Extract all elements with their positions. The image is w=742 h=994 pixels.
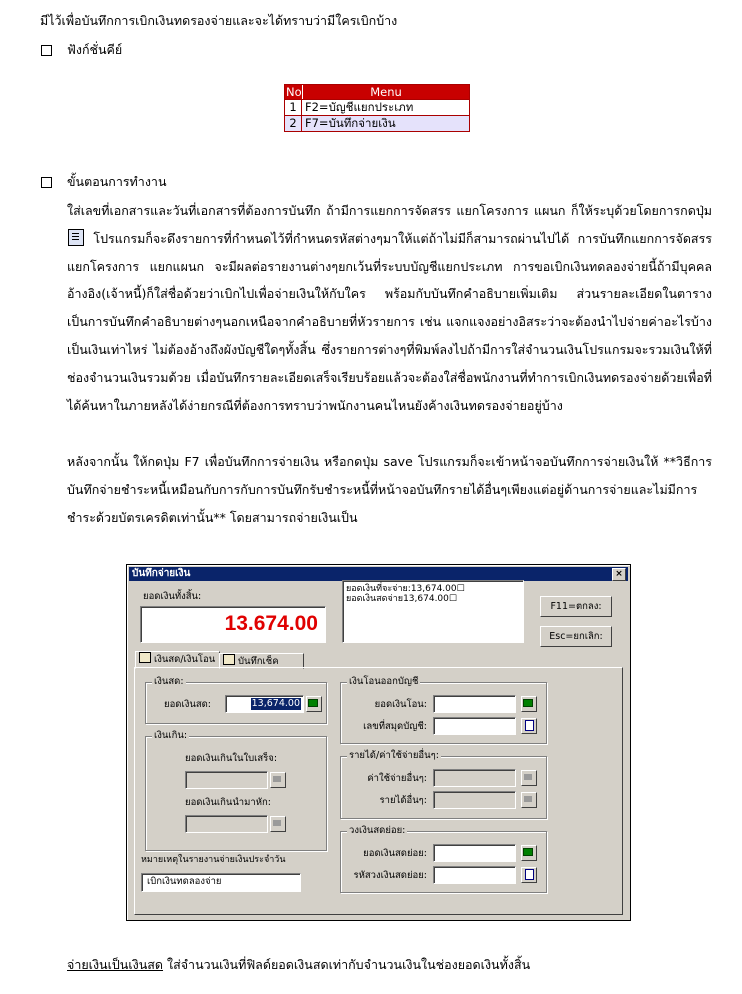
change-group bbox=[145, 730, 327, 851]
calculator-icon bbox=[270, 772, 286, 788]
other-income-label: รายได้อื่นๆ: bbox=[379, 795, 427, 806]
document-icon[interactable] bbox=[521, 718, 537, 734]
checkbox-bullet-icon bbox=[41, 177, 52, 188]
steps-text-a: ใส่เลขที่เอกสารและวันที่เอกสารที่ต้องการบันทึก ถ้ามีการแยกการจัดสรร แยกโครงการ แผนก ก็ให้ระบุด้วยโดยการกดปุ่ม bbox=[67, 203, 712, 218]
cash-amount-label: ยอดเงินสด: bbox=[164, 699, 211, 710]
menu-row-label: F7=บันทึกจ่ายเงิน bbox=[305, 116, 396, 130]
ok-button[interactable]: F11=ตกลง: bbox=[540, 596, 612, 617]
calculator-icon bbox=[270, 816, 286, 832]
menu-table bbox=[284, 84, 470, 132]
petty-amount-input[interactable] bbox=[433, 844, 516, 862]
close-button[interactable]: × bbox=[612, 568, 626, 581]
petty-cash-group bbox=[340, 825, 547, 893]
tab-cash-label: เงินสด/เงินโอน bbox=[154, 654, 216, 665]
tab-cheque-icon bbox=[223, 654, 235, 665]
dialog-titlebar bbox=[129, 567, 628, 581]
menu-row bbox=[285, 99, 469, 115]
payment-info-box bbox=[342, 580, 524, 643]
remark-label: หมายเหตุในรายงานจ่ายเงินประจำวัน bbox=[141, 855, 286, 865]
checkbox-bullet-icon bbox=[41, 45, 52, 56]
calculator-icon[interactable] bbox=[521, 696, 537, 712]
total-display bbox=[140, 606, 326, 643]
cash-amount-value: 13,674.00 bbox=[251, 698, 300, 709]
petty-group-title: วงเงินสดย่อย: bbox=[349, 825, 406, 836]
cash-group bbox=[145, 676, 327, 724]
other-income-input bbox=[433, 791, 516, 809]
transfer-amount-label: ยอดเงินโอน: bbox=[374, 699, 427, 710]
change-receipt-input bbox=[185, 771, 268, 789]
calculator-icon[interactable] bbox=[306, 696, 322, 712]
total-label: ยอดเงินทั้งสิ้น: bbox=[143, 591, 202, 602]
menu-table-header bbox=[285, 85, 469, 99]
calculator-icon bbox=[521, 770, 537, 786]
remark-value: เบิกเงินทดลองจ่าย bbox=[147, 876, 222, 887]
payment-dialog bbox=[126, 564, 631, 921]
change-group-title: เงินเกิน: bbox=[154, 730, 188, 741]
other-group bbox=[340, 750, 547, 819]
info-line: ยอดเงินที่จะจ่าย:13,674.00☐ bbox=[346, 584, 465, 594]
document-button-icon bbox=[68, 229, 84, 246]
intro-text: มีไว้เพื่อบันทึกการเบิกเงินทดรองจ่ายและจะได้ทราบว่ามีใครเบิกบ้าง bbox=[40, 13, 398, 28]
transfer-account-input[interactable] bbox=[433, 717, 516, 735]
other-group-title: รายได้/ค่าใช้จ่ายอื่นๆ: bbox=[349, 750, 439, 761]
after-paragraph: หลังจากนั้น ให้กดปุ่ม F7 เพื่อบันทึกการจ่ายเงิน หรือกดปุ่ม save โปรแกรมก็จะเข้าหน้าจอบันทึกการจ่ายเงินให้ **วิธีการบันทึกจ่ายชำระหนี้เหมือนกับการกับการบันทึกรับชำระหนี้ที่หน้าจอบันทึกรายได้อื่นๆเพียงแต่อยู่ด้านการจ่ายและไม่มีการชำระด้วยบัตรเครดิตเท่านั้น** โดยสามารถจ่ายเงินเป็น bbox=[67, 454, 712, 525]
cash-amount-input[interactable] bbox=[225, 695, 304, 713]
change-label-deduct: ยอดเงินเกินนำมาหัก: bbox=[185, 797, 271, 808]
change-label-receipt: ยอดเงินเกินในใบเสร็จ: bbox=[185, 753, 278, 764]
menu-col-menu: Menu bbox=[370, 85, 402, 99]
petty-amount-label: ยอดเงินสดย่อย: bbox=[363, 848, 427, 859]
change-deduct-input bbox=[185, 815, 268, 833]
petty-code-label: รหัสวงเงินสดย่อย: bbox=[353, 870, 427, 881]
transfer-amount-input[interactable] bbox=[433, 695, 516, 713]
steps-text-b: โปรแกรมก็จะดึงรายการที่กำหนดไว้ที่กำหนดรหัสต่างๆมาให้แต่ถ้าไม่มีก็สามารถผ่านไปได้ การบันทึกแยกการจัดสรร แยกโครงการ แยกแผนก จะมีผลต่อรายงานต่างๆยกเว้นที่ระบบบัญชีแยกประเภท การขอเบิกเงินทดลองจ่ายนี้ถ้ามีบุคคลอ้างอิง(เจ้าหนี้)ก็ใส่ชื่อด้วยว่าเบิกไปเพื่อจ่ายเงินให้กับใคร พร้อมกับบันทึกคำอธิบายเพิ่มเติม ส่วนรายละเอียดในตาราง เป็นการบันทึกคำอธิบายต่างๆนอกเหนือจากคำอธิบายที่หัวรายการ เช่น แจกแจงอย่างอิสระว่าจะต้องนำไปจ่ายค่าอะไรบ้าง เป็นเงินเท่าไหร่ ไม่ต้องอ้างถึงผังบัญชีใดๆทั้งสิ้น ซึ่งรายการต่างๆที่พิมพ์ลงไปถ้ามีการใส่จำนวนเงินโปรแกรมจะรวมเงินให้ที่ช่องจำนวนเงินรวมด้วย เมื่อบันทึกรายละเอียดเสร็จเรียบร้อยแล้วจะต้องใส่ชื่อพนักงานที่ทำการเบิกเงินทดรองจ่ายด้วยเพื่อที่ได้ค้นหาในภายหลังได้ง่ายกรณีที่ต้องการทราบว่าพนักงานคนไหนยังค้างเงินทดรองจ่ายอยู่บ้าง bbox=[67, 230, 712, 413]
cancel-button[interactable]: Esc=ยกเลิก: bbox=[540, 626, 612, 647]
function-keys-heading: ฟังก์ชั่นคีย์ bbox=[67, 42, 123, 57]
calculator-icon[interactable] bbox=[521, 845, 537, 861]
cash-group-title: เงินสด: bbox=[154, 676, 184, 687]
info-line: ยอดเงินสดจ่าย13,674.00☐ bbox=[346, 594, 457, 604]
cash-payment-link[interactable]: จ่ายเงินเป็นเงินสด bbox=[67, 957, 164, 972]
dialog-title: บันทึกจ่ายเงิน bbox=[132, 568, 191, 579]
steps-paragraph bbox=[67, 197, 712, 419]
transfer-group-title: เงินโอนออกบัญชี bbox=[349, 676, 419, 687]
menu-col-no: No bbox=[286, 85, 302, 99]
menu-row-label: F2=บัญชีแยกประเภท bbox=[305, 100, 414, 114]
document-icon[interactable] bbox=[521, 867, 537, 883]
transfer-group bbox=[340, 676, 547, 744]
tab-cheque-label: บันทึกเช็ค bbox=[238, 656, 279, 667]
footer-line bbox=[67, 957, 530, 973]
tab-cash-icon bbox=[139, 652, 151, 663]
petty-code-input[interactable] bbox=[433, 866, 516, 884]
steps-heading: ขั้นตอนการทำงาน bbox=[67, 174, 167, 189]
menu-row-no: 2 bbox=[285, 116, 302, 131]
calculator-icon bbox=[521, 792, 537, 808]
footer-text: ใส่จำนวนเงินที่ฟิลด์ยอดเงินสดเท่ากับจำนวนเงินในช่องยอดเงินทั้งสิ้น bbox=[163, 957, 531, 972]
remark-input[interactable] bbox=[141, 873, 301, 892]
other-expense-label: ค่าใช้จ่ายอื่นๆ: bbox=[367, 773, 427, 784]
menu-row-no: 1 bbox=[285, 100, 302, 115]
other-expense-input bbox=[433, 769, 516, 787]
tab-panel bbox=[134, 667, 623, 915]
transfer-account-label: เลขที่สมุดบัญชี: bbox=[363, 721, 427, 732]
total-value: 13.674.00 bbox=[224, 612, 318, 635]
menu-row bbox=[285, 115, 469, 131]
